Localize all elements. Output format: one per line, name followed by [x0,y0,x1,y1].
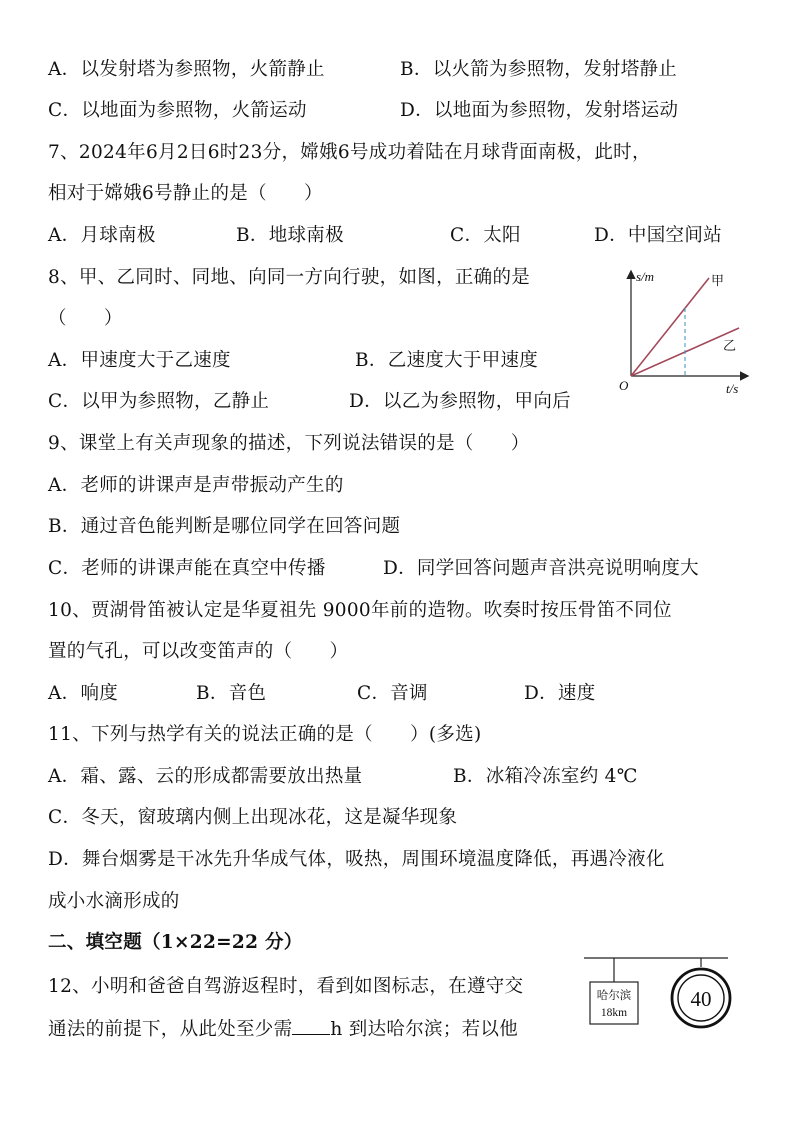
q12-road-signs [582,955,732,1035]
q7-option-c: C．太阳 [450,225,521,246]
q8-st-graph [615,266,755,401]
q12-stem-line2 [48,1016,518,1042]
q7-stem-line2: 相对于嫦娥6号静止的是（ ） [48,183,323,204]
q8-graph-origin: O [619,378,629,393]
q9-option-b: B．通过音色能判断是哪位同学在回答问题 [48,516,401,537]
q12-stem-line1: 12、小明和爸爸自驾游返程时，看到如图标志，在遵守交 [48,976,524,997]
q8-graph-y-label: s/m [636,269,655,284]
q7-stem-line1: 7、2024年6月2日6时23分，嫦娥6号成功着陆在月球背面南极，此时， [48,142,651,163]
section-title-fill-in: 二、填空题（1×22=22 分） [48,932,303,953]
q8-graph-label-jia: 甲 [711,273,725,288]
q8-stem-line2: （ ） [48,308,123,329]
q10-option-b: B．音色 [196,683,267,704]
q12-answer-blank [292,1016,330,1035]
q10-option-a: A．响度 [48,683,119,704]
q11-option-d-line1: D．舞台烟雾是干冰先升华成气体，吸热，周围环境温度降低，再遇冷液化 [48,849,665,870]
q9-stem: 9、课堂上有关声现象的描述，下列说法错误的是（ ） [48,433,530,454]
q12-stem-pre: 通法的前提下，从此处至少需 [48,1019,293,1040]
q6-option-d: D．以地面为参照物，发射塔运动 [400,100,679,121]
q8-option-c: C．以甲为参照物，乙静止 [48,391,270,412]
q8-graph-line-jia [631,278,709,376]
q9-option-d: D．同学回答问题声音洪亮说明响度大 [383,558,699,579]
q8-stem-line1: 8、甲、乙同时、同地、向同一方向行驶，如图，正确的是 [48,267,531,288]
q11-option-a: A．霜、露、云的形成都需要放出热量 [48,766,363,787]
q6-option-c: C．以地面为参照物，火箭运动 [48,100,307,121]
q12-stem-post: h 到达哈尔滨；若以他 [330,1019,519,1040]
q11-option-b: B．冰箱冷冻室约 4℃ [453,766,638,787]
q11-option-d-line2: 成小水滴形成的 [48,891,180,912]
q11-option-c: C．冬天，窗玻璃内侧上出现冰花，这是凝华现象 [48,807,458,828]
q7-option-a: A．月球南极 [48,225,156,246]
q7-option-d: D．中国空间站 [594,225,722,246]
q6-option-b: B．以火箭为参照物，发射塔静止 [400,59,678,80]
q11-stem: 11、下列与热学有关的说法正确的是（ ）(多选) [48,724,482,745]
q10-option-d: D．速度 [524,683,596,704]
q10-stem-line2: 置的气孔，可以改变笛声的（ ） [48,641,349,662]
q9-option-c: C．老师的讲课声能在真空中传播 [48,558,326,579]
q10-stem-line1: 10、贾湖骨笛被认定是华夏祖先 9000年前的造物。吹奏时按压骨笛不同位 [48,600,672,621]
q8-graph-label-yi: 乙 [723,338,737,353]
q8-graph-x-label: t/s [726,381,739,396]
q8-option-a: A．甲速度大于乙速度 [48,350,231,371]
q10-option-c: C．音调 [357,683,428,704]
q12-speed-limit-value: 40 [690,987,712,1011]
q12-sign-distance: 18km [600,1007,628,1019]
q8-option-d: D．以乙为参照物，甲向后 [349,391,571,412]
q7-option-b: B．地球南极 [236,225,344,246]
q12-sign-place: 哈尔滨 [596,988,632,1002]
q9-option-a: A．老师的讲课声是声带振动产生的 [48,475,344,496]
q8-option-b: B．乙速度大于甲速度 [355,350,539,371]
q6-option-a: A．以发射塔为参照物，火箭静止 [48,59,325,80]
